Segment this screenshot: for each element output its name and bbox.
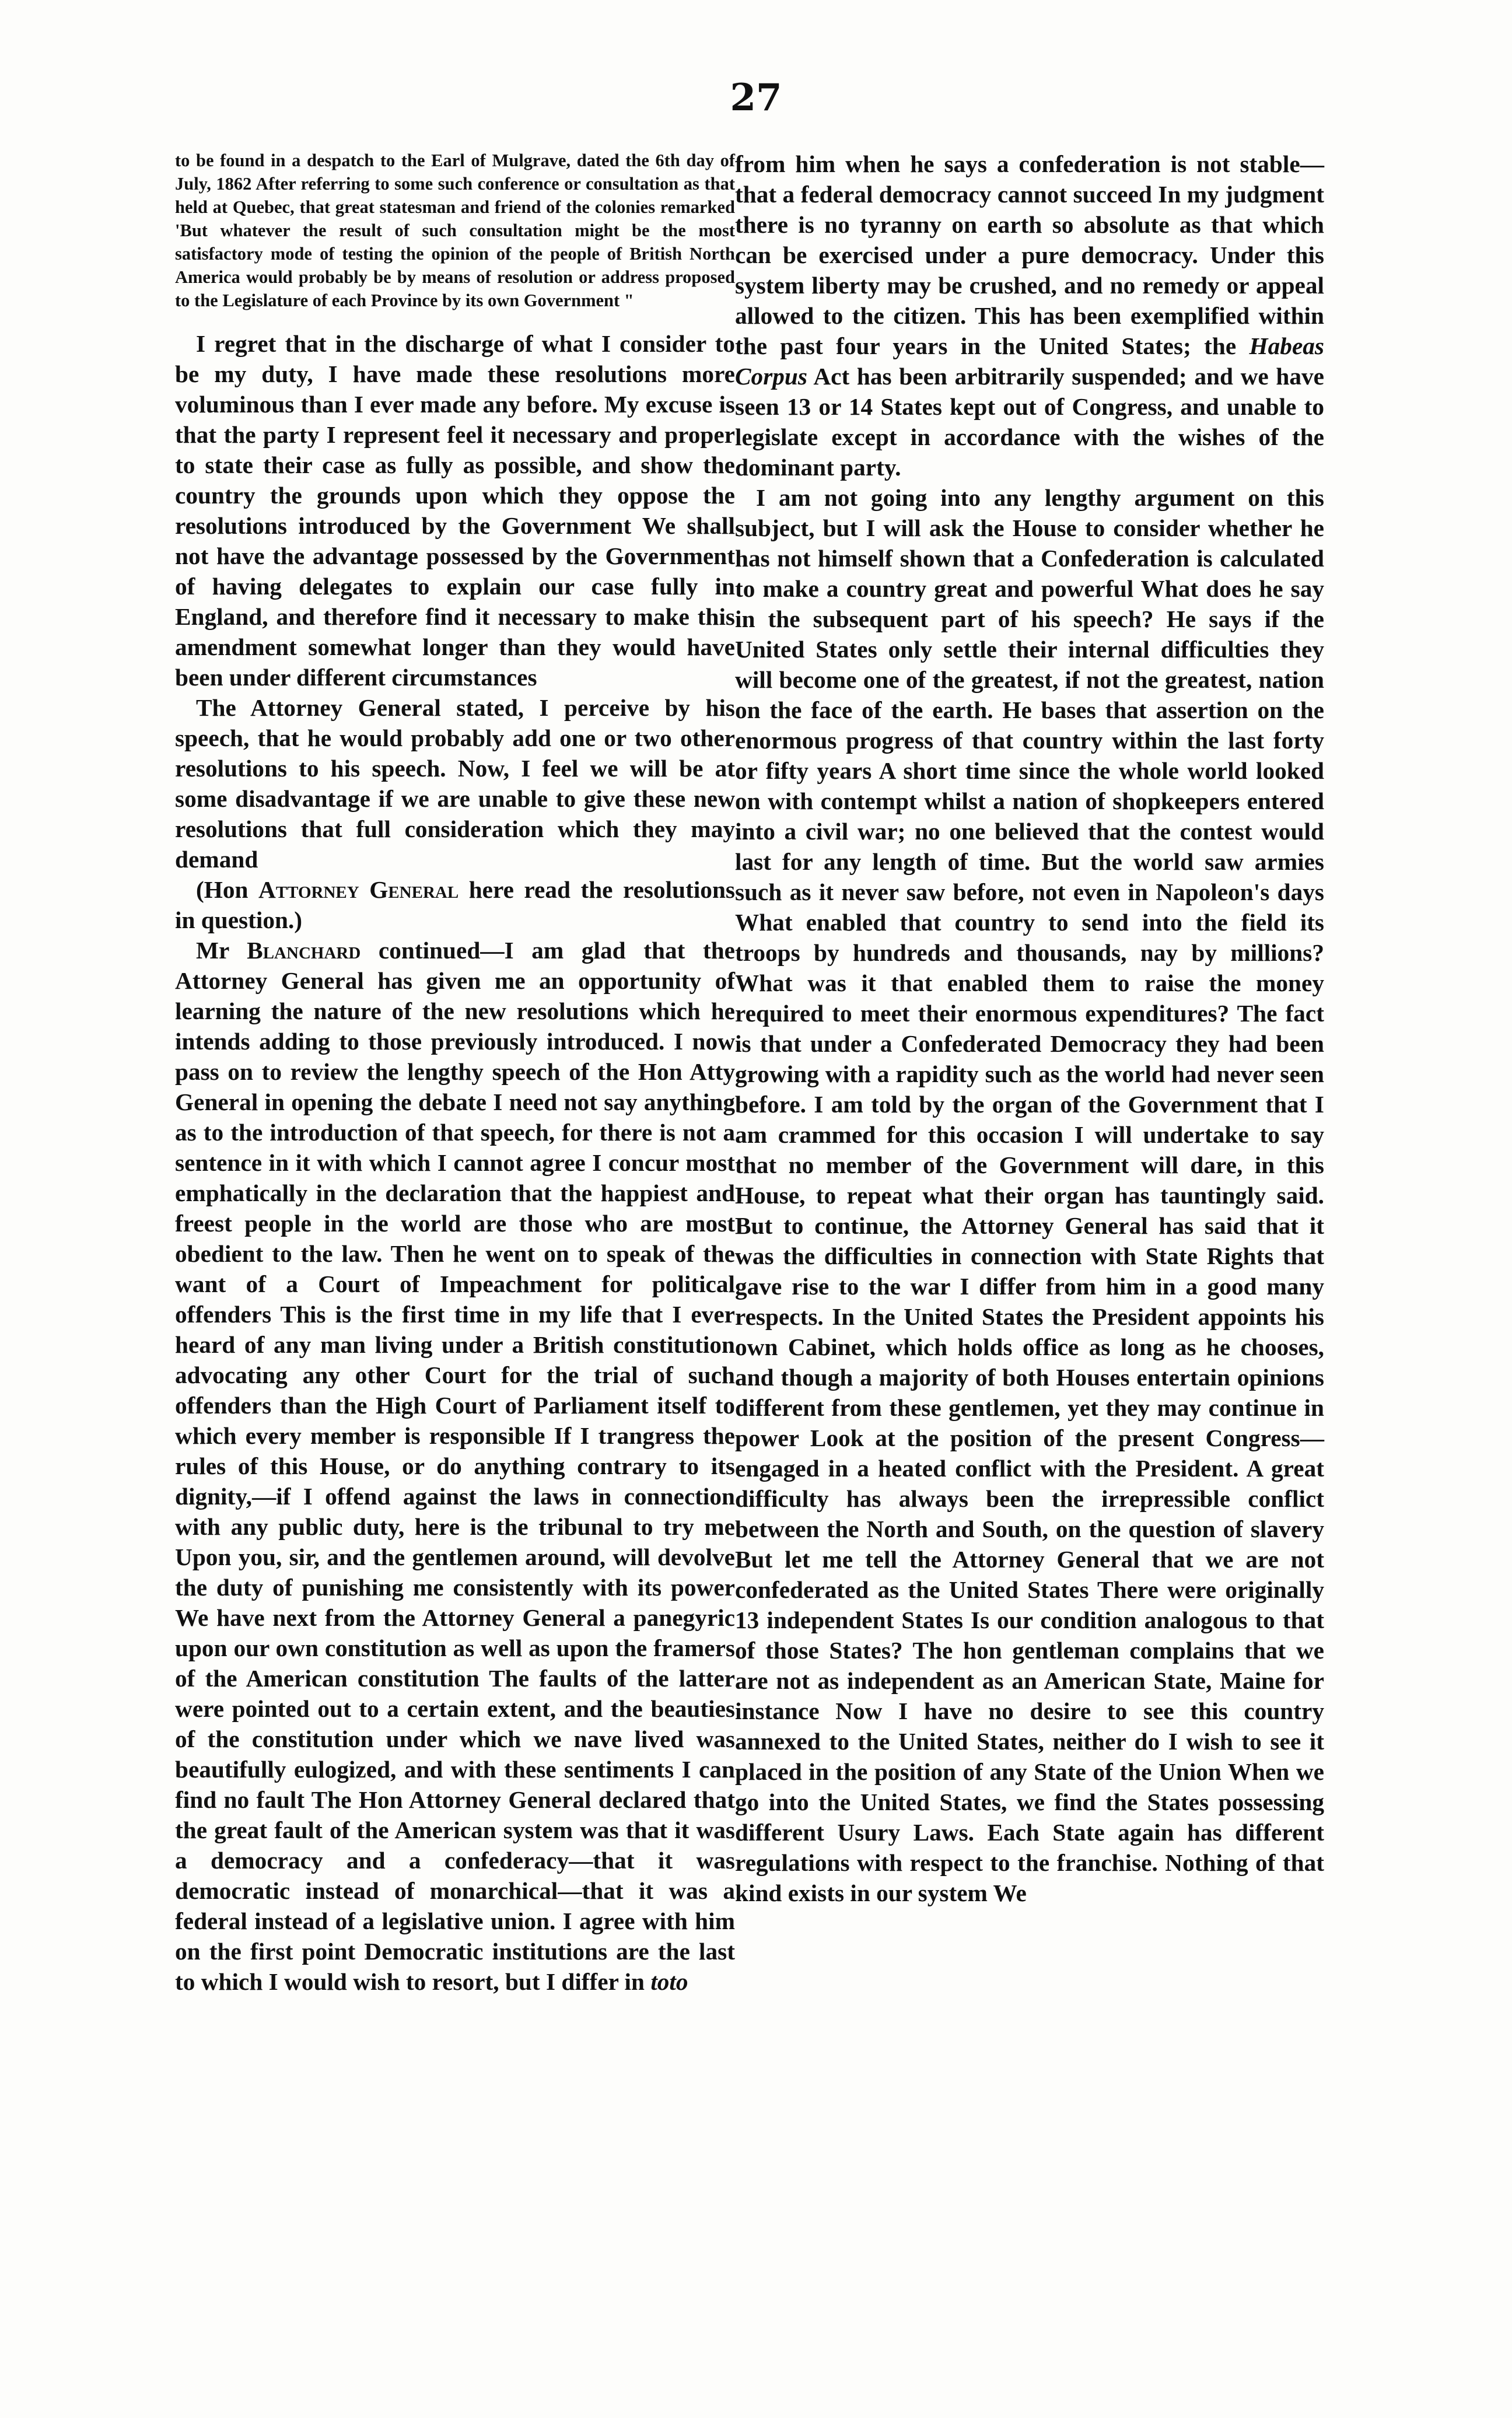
- text: continued—I am glad that the Attorney General has given me an opportunity of learning the nature of the new resolutions which he intends adding to those previously introduced. I now pass on to review the lengthy speech of the Hon Atty General in opening the debate I need not say anything as to the introduction of that speech, for there is not a sentence in it with which I cannot agree I concur most emphatically in the declaration that the happiest and freest people in the world are those who are most obedient to the law. Then he went on to speak of the want of a Court of Impeachment for political offenders This is the first time in my life that I ever heard of any man living under a British constitution advocating any other Court for the trial of such offenders than the High Court of Parliament itself to which every member is responsible If I trangress the rules of this House, or do anything contrary to its dignity,—if I offend against the laws in connection with any public duty, here is the tribunal to try me Upon you, sir, and the gentlemen around, will devolve the duty of punishing me consistently with its power We have next from the Attorney General a panegyric upon our own constitution as well as upon the framers of the American constitution The faults of the latter were pointed out to a certain extent, and the beauties of the constitution under which we nave lived was beautifully eulogized, and with these sentiments I can find no fault The Hon Attorney General declared that the great fault of the American system was that it was a democracy and a confederacy—that it was democratic instead of monarchical—that it was a federal instead of a legislative union. I agree with him on the first point Democratic institutions are the last to which I would wish to resort, but I differ in: [175, 937, 735, 1995]
- speaker-name: Blanchard: [247, 937, 361, 964]
- page-number: 27: [730, 76, 782, 120]
- right-column: [735, 149, 1324, 1908]
- paragraph: [735, 149, 1324, 482]
- quoted-despatch: to be found in a despatch to the Earl of Mulgrave, dated the 6th day of July, 1862 After referring to some such conference or consultation as that held at Quebec, that great statesman and friend of the colonies remarked 'But whatever the result of such consultation might be the most satisfactory mode of testing the opinion of the people of British North America would probably be by means of resolution or address proposed to the Legislature of each Province by its own Government ": [175, 151, 735, 310]
- italic-text: toto: [650, 1968, 688, 1995]
- paragraph: I regret that in the discharge of what I consider to be my duty, I have made these resolutions more voluminous than I ever made any before. My excuse is that the party I represent feel it necessary and proper to state their case as fully as possible, and show the country the grounds upon which they oppose the resolutions introduced by the Government We shall not have the advantage possessed by the Government of having delegates to explain our case fully in England, and therefore find it necessary to make this amendment somewhat longer than they would have been under different circumstances: [175, 330, 735, 691]
- text: (Hon: [196, 876, 258, 903]
- paragraph: The Attorney General stated, I perceive by his speech, that he would probably add one or two other resolutions to his speech. Now, I feel we will be at some disadvantage if we are unable to give these new resolutions that full consideration which they may demand: [175, 694, 735, 873]
- left-column: [175, 149, 735, 1997]
- italic-text: Habeas Corpus: [735, 333, 1324, 390]
- paragraph: I am not going into any lengthy argument on this subject, but I will ask the House to consider whether he has not himself shown that a Confederation is calculated to make a country great and powerful What does he say in the subsequent part of his speech? He says if the United States only settle their internal difficulties they will become one of the greatest, if not the greatest, nation on the face of the earth. He bases that assertion on the enormous progress of that country within the last forty or fifty years A short time since the whole world looked on with contempt whilst a nation of shopkeepers entered into a civil war; no one believed that the contest would last for any length of time. But the world saw armies such as it never saw before, not even in Napoleon's days What enabled that country to send into the field its troops by hundreds and thousands, nay by millions? What was it that enabled them to raise the money required to meet their enormous expenditures? The fact is that under a Confederated Democracy they had been growing with a rapidity such as the world had never seen before. I am told by the organ of the Government that I am crammed for this occasion I will undertake to say that no member of the Government will dare, in this House, to repeat what their organ has tauntingly said. But to continue, the Attorney General has said that it was the difficulties in connection with State Rights that gave rise to the war I differ from him in a good many respects. In the United States the President appoints his own Cabinet, which holds office as long as he chooses, and though a majority of both Houses entertain opinions different from these gentlemen, yet they may continue in power Look at the position of the present Congress—engaged in a heated conflict with the President. A great difficulty has always been the irrepressible conflict between the North and South, on the question of slavery But let me tell the Attorney General that we are not confederated as the United States There were originally 13 independent States Is our condition analogous to that of those States? The hon gentleman complains that we are not as independent as an American State, Maine for instance Now I have no desire to see this country annexed to the United States, neither do I wish to see it placed in the position of any State of the Union When we go into the United States, we find the States possessing different Usury Laws. Each State again has different regulations with respect to the franchise. Nothing of that kind exists in our system We: [735, 484, 1324, 1906]
- speaker-name: Attorney General: [258, 876, 459, 903]
- text: Mr: [196, 937, 247, 964]
- paragraph-reading-note: [175, 874, 735, 935]
- text: here read the resolutions in question.): [175, 876, 735, 933]
- text: from him when he says a confederation is not stable—that a federal democracy cannot succeed In my judgment there is no tyranny on earth so absolute as that which can be exercised under a pure democracy. Under this system liberty may be crushed, and no remedy or appeal allowed to the citizen. This has been exemplified within the past four years in the United States; the: [735, 151, 1324, 359]
- text: Act has been arbitrarily suspended; and we have seen 13 or 14 States kept out of Congress, and unable to legislate except in accordance with the wishes of the dominant party.: [735, 363, 1324, 481]
- paragraph: [175, 935, 735, 1997]
